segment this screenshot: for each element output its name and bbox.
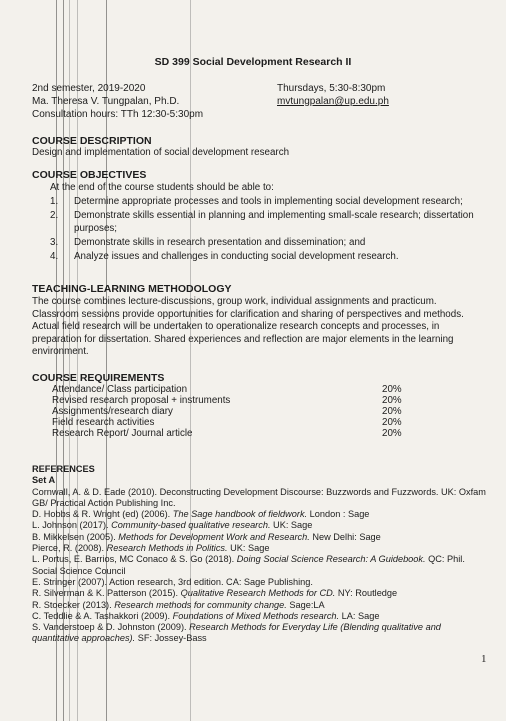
requirements-list: [52, 384, 472, 439]
requirements-heading: COURSE REQUIREMENTS: [32, 372, 165, 384]
reference-item: [32, 520, 487, 531]
reference-text: C. Teddlie & A. Tashakkori (2009).: [32, 610, 173, 621]
email-link[interactable]: mvtungpalan@up.edu.ph: [277, 96, 389, 107]
reference-text: New Delhi: Sage: [309, 531, 381, 542]
reference-item: [32, 543, 487, 554]
objective-number: 3.: [50, 237, 59, 248]
requirement-label: Field research activities: [52, 417, 155, 428]
instructor: Ma. Theresa V. Tungpalan, Ph.D.: [32, 96, 180, 107]
reference-text: R. Silverman & K. Patterson (2015).: [32, 588, 181, 599]
requirement-percent: 20%: [382, 384, 402, 395]
reference-text: Pierce, R. (2008).: [32, 543, 107, 554]
reference-title: Foundations of Mixed Methods research.: [172, 610, 340, 621]
objectives-list: [50, 195, 480, 264]
requirement-row: [52, 384, 472, 395]
course-info: [32, 82, 203, 121]
objectives-intro: At the end of the course students should be able to:: [50, 182, 274, 193]
reference-text: S. Vanderstoep & D. Johnston (2009).: [32, 622, 190, 633]
requirement-percent: 20%: [382, 395, 402, 406]
page-number: 1: [481, 653, 487, 665]
objective-text: Demonstrate skills essential in planning and implementing small-scale research; dissertation purposes;: [74, 210, 474, 234]
reference-text: L. Johnson (2017).: [32, 520, 112, 531]
references-list: [32, 487, 487, 645]
objective-item: [50, 250, 480, 263]
reference-text: NY: Routledge: [335, 588, 398, 599]
requirement-row: [52, 417, 472, 428]
reference-text: QC: Phil. Social Science Council: [32, 554, 465, 576]
objective-item: [50, 195, 480, 208]
reference-title: Research Methods in Politics.: [106, 543, 228, 554]
reference-item: [32, 509, 487, 520]
reference-text: D. Hobbs & R. Wright (ed) (2006).: [32, 509, 173, 520]
description-text: Design and implementation of social development research: [32, 147, 290, 158]
reference-text: UK: Sage: [227, 543, 270, 554]
requirement-label: Revised research proposal + instruments: [52, 395, 231, 406]
reference-text: Sage:LA: [286, 599, 325, 610]
requirement-label: Assignments/research diary: [52, 406, 173, 417]
objective-number: 4.: [50, 251, 59, 262]
requirement-percent: 20%: [382, 428, 402, 439]
reference-text: E. Stringer (2007). Action research, 3rd edition. CA: Sage Publishing.: [32, 576, 313, 587]
reference-text: UK: Sage: [270, 520, 313, 531]
description-heading: COURSE DESCRIPTION: [32, 135, 152, 147]
reference-title: Research Methods for Everyday Life (Blending qualitative and quantitative approaches).: [32, 622, 441, 644]
semester: 2nd semester, 2019-2020: [32, 83, 146, 94]
requirement-row: [52, 406, 472, 417]
reference-item: [32, 611, 487, 622]
methodology-text: The course combines lecture-discussions, group work, individual assignments and practicum. Classroom sessions provide opportunities for clarification and sharing of perspectives and methods. Actual field research will be undertaken to operationalize research concepts and processes, in preparation for dissertation. Shared experiences and reflection are major elements in the learning environment.: [32, 296, 464, 357]
reference-item: [32, 622, 487, 645]
references-section: [32, 464, 487, 645]
requirement-percent: 20%: [382, 406, 402, 417]
reference-title: Methods for Development Work and Research.: [118, 531, 310, 542]
methodology-heading: TEACHING-LEARNING METHODOLOGY: [32, 283, 232, 295]
reference-title: Qualitative Research Methods for CD.: [180, 588, 336, 599]
objective-text: Determine appropriate processes and tools in implementing social development research;: [74, 196, 463, 207]
document-title: SD 399 Social Development Research II: [154, 56, 352, 68]
reference-item: [32, 600, 487, 611]
reference-text: SF: Jossey-Bass: [135, 633, 207, 644]
reference-text: LA: Sage: [339, 610, 380, 621]
objectives-heading: COURSE OBJECTIVES: [32, 169, 147, 181]
references-heading: REFERENCES: [32, 464, 95, 474]
objective-item: [50, 236, 480, 249]
objective-number: 1.: [50, 196, 59, 207]
consultation-hours: Consultation hours: TTh 12:30-5:30pm: [32, 109, 204, 120]
reference-text: L. Portus, E. Barrios, MC Conaco & S. Go (2018).: [32, 554, 237, 565]
reference-text: London : Sage: [307, 509, 370, 520]
requirement-row: [52, 428, 472, 439]
requirement-row: [52, 395, 472, 406]
reference-text: Cornwall, A. & D. Eade (2010). Deconstructing Development Discourse: Buzzwords and Fuzzwords. UK: Oxfam GB/ Practical Action Publishing Inc.: [32, 486, 486, 508]
reference-item: [32, 588, 487, 599]
reference-title: Community-based qualitative research.: [111, 520, 271, 531]
objective-text: Analyze issues and challenges in conducting social development research.: [74, 251, 399, 262]
course-schedule: [277, 82, 389, 108]
reference-item: [32, 487, 487, 510]
requirement-percent: 20%: [382, 417, 402, 428]
requirement-label: Attendance/ Class participation: [52, 384, 188, 395]
reference-text: R. Stoecker (2013).: [32, 599, 115, 610]
reference-item: [32, 554, 487, 577]
objective-text: Demonstrate skills in research presentation and dissemination; and: [74, 237, 366, 248]
objective-item: [50, 209, 480, 235]
schedule: Thursdays, 5:30-8:30pm: [277, 83, 386, 94]
reference-item: [32, 577, 487, 588]
reference-item: [32, 532, 487, 543]
references-set-label: Set A: [32, 475, 56, 486]
reference-title: Research methods for community change.: [114, 599, 287, 610]
reference-title: Doing Social Science Research: A Guidebook.: [236, 554, 426, 565]
objective-number: 2.: [50, 210, 59, 221]
reference-title: The Sage handbook of fieldwork.: [172, 509, 308, 520]
reference-text: B. Mikkelsen (2005).: [32, 531, 119, 542]
requirement-label: Research Report/ Journal article: [52, 428, 193, 439]
